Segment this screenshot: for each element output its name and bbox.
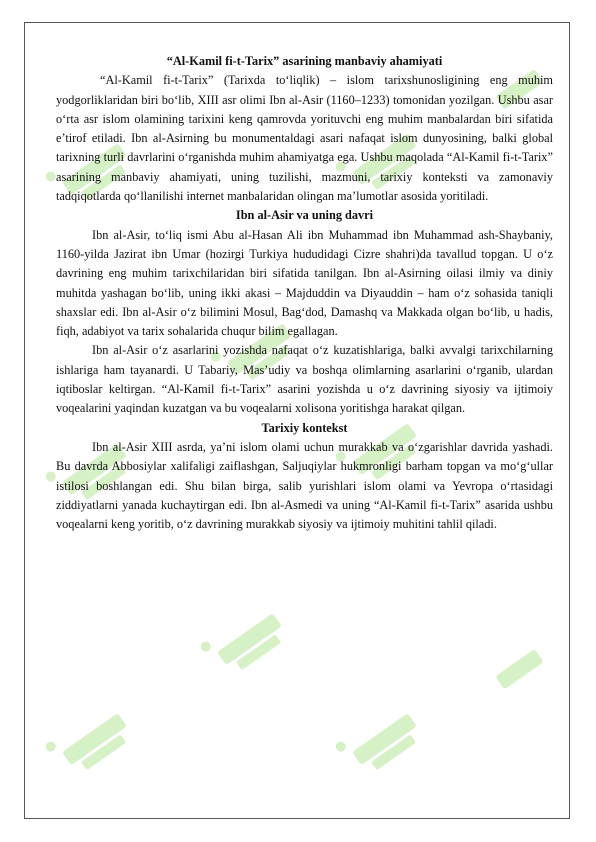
- body-paragraph: Ibn al-Asir, to‘liq ismi Abu al-Hasan Ali ibn Muhammad ibn Muhammad ash-Shaybaniy, 1160-yilda Jazirat ibn Umar (hozirgi Turkiya hududidagi Cizre shahri)da tavallud topgan. U o‘z davrining eng muhim tarixchilaridan biri sifatida tanilgan. Ibn al-Asirning oilasi ilmiy va diniy muhitda yashagan bo‘lib, uning ikki akasi – Majduddin va Diyauddin – ham o‘z sohasida taniqli shaxslar edi. Ibn al-Asir o‘z bilimini Mosul, Bag‘dod, Damashq va Makkada olgan bo‘lib, u hadis, fiqh, adabiyot va tarix sohalarida chuqur bilim egallagan.: [56, 227, 553, 339]
- section-heading: Tarixiy kontekst: [261, 420, 348, 435]
- document-title: “Al-Kamil fi-t-Tarix” asarining manbaviy ahamiyati: [166, 54, 443, 68]
- document-body: [56, 52, 553, 534]
- section-heading: Ibn al-Asir va uning davri: [235, 208, 374, 223]
- intro-paragraph: “Al-Kamil fi-t-Tarix” (Tarixda to‘liqlik) – islom tarixshunosligining eng muhim yodgorliklaridan biri bo‘lib, XIII asr olimi Ibn al-Asir (1160–1233) tomonidan yozilgan. Ushbu asar o‘rta asr islom olamining tarixini keng qamrovda yorituvchi eng muhim manbalardan biri sifatida e’tirof etiladi. Ibn al-Asirning bu monumentaldagi asari nafaqat islom dunyosining, balki global tarixning turli davrlarini o‘rganishda muhim ahamiyatga ega. Ushbu maqolada “Al-Kamil fi-t-Tarix” asarining manbaviy ahamiyati, uning tuzilishi, mazmuni, tarixiy konteksti va zamonaviy tadqiqotlarda qo‘llanilishi internet manbalaridan olingan ma’lumotlar asosida yoritiladi.: [56, 73, 553, 204]
- body-paragraph: Ibn al-Asir XIII asrda, ya’ni islom olami uchun murakkab va o‘zgarishlar davrida yashadi. Bu davrda Abbosiylar xalifaligi zaiflashgan, Saljuqiylar hukmronligi barham topgan va mo‘g‘ullar istilosi boshlangan edi. Shu bilan birga, salib yurishlari islom olami va Yevropa o‘rtasidagi ziddiyatlarni yanada kuchaytirgan edi. Ibn al-Asmedi va uning “Al-Kamil fi-t-Tarix” asarida ushbu voqealarni keng yoritib, o‘z davrining murakkab siyosiy va ijtimoiy muhitini tahlil qiladi.: [56, 439, 553, 532]
- body-paragraph: Ibn al-Asir o‘z asarlarini yozishda nafaqat o‘z kuzatishlariga, balki avvalgi tarixchilarning ishlariga ham tayanardi. U Tabariy, Mas’udiy va boshqa olimlarning asarlarini o‘rganib, ulardan iqtiboslar keltirgan. “Al-Kamil fi-t-Tarix” asarini yozishda u o‘z davrining siyosiy va ijtimoiy voqealarini yaqindan kuzatgan va bu voqealarni xolisona yoritishga harakat qilgan.: [56, 343, 553, 416]
